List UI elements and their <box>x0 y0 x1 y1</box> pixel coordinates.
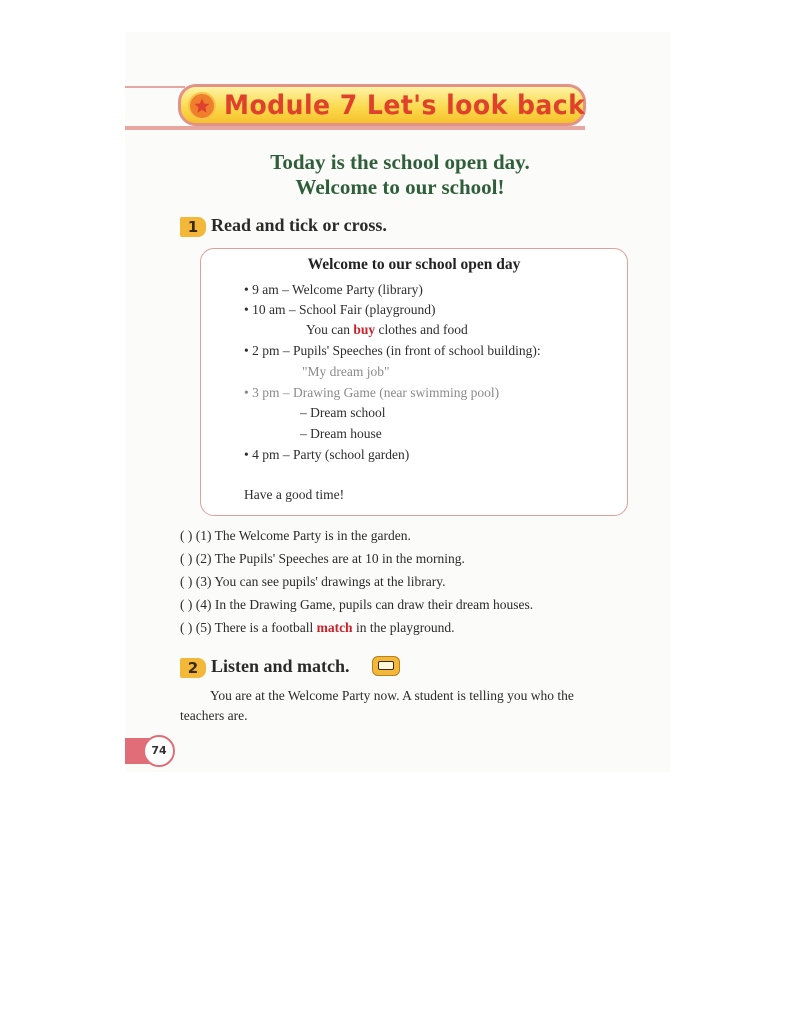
subtitle-line-1: Today is the school open day. <box>270 150 530 174</box>
header-rule <box>125 126 585 130</box>
question-item: ( ) (4) In the Drawing Game, pupils can draw their dream houses. <box>180 597 534 612</box>
highlight-word-buy: buy <box>353 322 376 337</box>
section-2-paragraph-line-1: You are at the Welcome Party now. A student is telling you who the <box>210 688 574 703</box>
question-item: ( ) (2) The Pupils' Speeches are at 10 in the morning. <box>180 551 465 566</box>
notice-closing: Have a good time! <box>244 487 345 502</box>
section-1-number: 1 <box>180 217 206 237</box>
star-icon <box>188 92 216 120</box>
highlight-word-match: match <box>316 620 353 635</box>
notice-line: • 2 pm – Pupils' Speeches (in front of school building): <box>244 343 541 358</box>
notice-line: • 10 am – School Fair (playground) <box>244 302 436 317</box>
question-item: ( ) (3) You can see pupils' drawings at the library. <box>180 574 446 589</box>
section-2-paragraph-line-2: teachers are. <box>180 708 248 723</box>
section-1-title: Read and tick or cross. <box>211 215 387 235</box>
header-rule-top <box>125 86 185 88</box>
notice-line: "My dream job" <box>302 364 390 379</box>
section-2-number: 2 <box>180 658 206 678</box>
question-item: ( ) (1) The Welcome Party is in the garden. <box>180 528 411 543</box>
notice-line: – Dream house <box>300 426 382 441</box>
notice-line: • 9 am – Welcome Party (library) <box>244 282 423 297</box>
notice-line: • 4 pm – Party (school garden) <box>244 447 410 462</box>
cassette-tape-icon <box>372 656 400 676</box>
notice-line: • 3 pm – Drawing Game (near swimming pool) <box>244 385 500 400</box>
page-number: 74 <box>143 735 175 767</box>
notice-title: Welcome to our school open day <box>307 256 521 273</box>
notice-line: – Dream school <box>300 405 386 420</box>
module-title: Module 7 Let's look back <box>224 90 586 121</box>
subtitle-line-2: Welcome to our school! <box>295 175 505 199</box>
notice-line-fair-detail: You can buy clothes and food <box>306 322 468 337</box>
question-item-5: ( ) (5) There is a football match in the playground. <box>180 620 455 635</box>
section-2-title: Listen and match. <box>211 656 350 676</box>
